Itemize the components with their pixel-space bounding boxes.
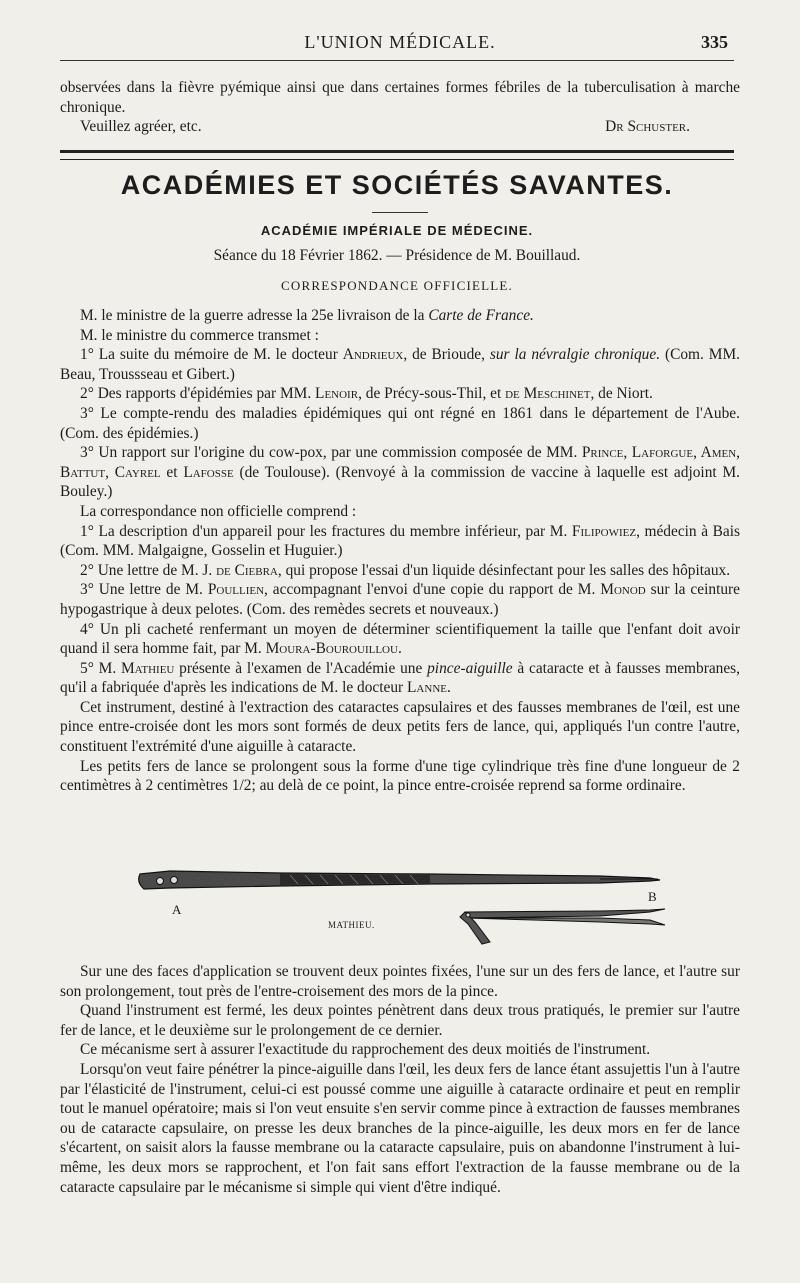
paragraph [60, 620, 740, 659]
text: 1° La suite du mémoire de M. le docteur [80, 346, 343, 364]
author-name: de Meschinet [505, 385, 591, 403]
text: (Com. MM. Beau, Troussseau et Gibert.) [60, 346, 740, 383]
text: , de Précy-sous-Thil, et [358, 385, 506, 403]
text: (de Toulouse). (Renvoyé à la commission de vaccine à laquelle est adjoint M. Bouley.) [60, 463, 740, 501]
text: 5° M. [80, 659, 121, 677]
text: , qui propose l'essai d'un liquide désinfectant pour les salles des hôpitaux. [277, 561, 731, 579]
section-title: ACADÉMIES ET SOCIÉTÉS SAVANTES. [120, 170, 674, 200]
header-rule [60, 60, 734, 61]
closing-formula: Veuillez agréer, etc. [80, 118, 202, 136]
page-number: 335 [701, 32, 728, 52]
text: sur la ceinture hypogastrique à deux pelotes. (Com. des remèdes secrets et nouveaux.) [60, 581, 740, 618]
figure-label-a: A [172, 902, 182, 917]
text: , de Brioude, [403, 346, 490, 364]
author-name: Lanne [407, 679, 447, 697]
author-name: Lenoir [315, 385, 359, 403]
paragraph: 3° Le compte-rendu des maladies épidémiques qui ont régné en 1861 dans le département de l'Aube. (Com. des épidémies.) [60, 404, 740, 442]
paragraph [60, 659, 740, 698]
author-name: de Ciebra [216, 561, 278, 579]
text: 1° La description d'un appareil pour les fractures du membre inférieur, par M. [80, 522, 572, 540]
paragraph [60, 522, 740, 561]
text: M. le ministre de la guerre adresse la 25e livraison de la [80, 307, 429, 324]
text: . [397, 640, 402, 658]
description-body [60, 962, 740, 1197]
paragraph: Ce mécanisme sert à assurer l'exactitude du rapprochement des deux moitiés de l'instrument. [80, 1041, 651, 1059]
paragraph: Lorsqu'on veut faire pénétrer la pince-aiguille dans l'œil, les deux fers de lance étant assujettis l'un à l'autre par l'élasticité de l'instrument, celui-ci est poussé comme une aiguille à cataracte ordinaire et peut en remplir tout le manuel opératoire; mais si l'on veut ensuite s'en servir comme pince à extraction de fausses membranes ou de cataracte capsulaire, on presse les deux branches de la pince-aiguille, les deux mors en fer de lance s'écartent, on saisit alors la fausse membrane ou la cataracte capsulaire, puis on abandonne l'instrument à lui-même, les deux mors se rapprochent, et l'on fait sans effort l'extraction de la fausse membrane ou de la cataracte capsulaire par le mécanisme si simple qui vient d'être indiqué. [60, 1060, 740, 1196]
paragraph [60, 580, 740, 619]
text: et [160, 463, 184, 481]
academy-heading: ACADÉMIE IMPÉRIALE DE MÉDECINE. [260, 223, 534, 238]
text: , médecin à Bais (Com. MM. Malgaigne, Gosselin et Huguier.) [60, 522, 741, 560]
paragraph [60, 384, 740, 404]
text: 3° Une lettre de M. [80, 581, 208, 599]
text: à cataracte et à fausses membranes, qu'il a fabriquée d'après les indications de M. le docteur [60, 659, 741, 697]
title-underline [372, 212, 428, 213]
author-name: Moura-Bourouillou [265, 640, 398, 658]
paragraph: Quand l'instrument est fermé, les deux pointes pénètrent dans deux trous pratiqués, le premier sur l'autre fer de lance, et le deuxième sur le prolongement de ce dernier. [60, 1002, 740, 1039]
paragraph: La correspondance non officielle comprend : [80, 502, 357, 520]
author-name: Monod [600, 581, 646, 599]
paragraph: Cet instrument, destiné à l'extraction des cataractes capsulaires et des fausses membranes de l'œil, est une pince entre-croisée dont les mors sont formés de deux petits fers de lance, qui, appliqués l'un contre l'autre, constituent l'extrémité d'une aiguille à cataracte. [60, 698, 740, 756]
text: , accompagnant l'envoi d'une copie du rapport de M. [264, 581, 601, 599]
paragraph [60, 345, 740, 384]
text: . [446, 679, 451, 697]
paragraph: Sur une des faces d'application se trouvent deux pointes fixées, l'une sur un des fers de lance, et l'autre sur son prolongement, tout près de l'entre-croisement des mors de la pince. [60, 963, 740, 1000]
correspondence-body [60, 306, 740, 796]
memoir-title: sur la névralgie chronique. [489, 346, 661, 364]
text: 3° Un rapport sur l'origine du cow-pox, par une commission composée de MM. [80, 444, 582, 462]
text: 4° Un pli cacheté renfermant un moyen de déterminer scientifiquement la taille que l'enfant doit avoir quand il sera homme fait, par M. [60, 620, 740, 658]
author-name: Andrieux [342, 346, 404, 364]
letter-last-paragraph: observées dans la fièvre pyémique ainsi que dans certaines formes fébriles de la tuberculisation à marche chronique. [60, 79, 740, 116]
author-name: Lafosse [183, 463, 234, 481]
correspondence-heading: CORRESPONDANCE OFFICIELLE. [281, 278, 513, 293]
map-title: Carte de France. [428, 307, 534, 324]
instrument-illustration [130, 862, 690, 957]
author-names: Prince, Laforgue, Amen, Battut, Cayrel [60, 444, 741, 481]
author-name: Filipowiez [571, 522, 637, 540]
maker-mark: MATHIEU. [328, 920, 375, 930]
text: présente à l'examen de l'Académie une [174, 659, 428, 677]
author-name: Mathieu [120, 659, 175, 677]
instrument-name: pince-aiguille [427, 659, 513, 677]
paragraph [60, 443, 740, 502]
letter-ending [60, 78, 740, 137]
running-head [60, 32, 740, 56]
signoff [60, 117, 740, 137]
text: 2° Une lettre de M. J. [80, 561, 217, 579]
signature: Dr Schuster. [605, 118, 690, 136]
figure-label-b: B [648, 889, 657, 904]
paragraph: Les petits fers de lance se prolongent sous la forme d'une tige cylindrique très fine d'une longueur de 2 centimètres à 2 centimètres 1/2; au delà de ce point, la pince entre-croisée reprend sa forme ordinaire. [60, 757, 740, 795]
session-line: Séance du 18 Février 1862. — Présidence de M. Bouillaud. [213, 247, 581, 264]
section-divider [60, 150, 734, 160]
author-name: Poullien [207, 581, 265, 599]
pince-aiguille-drawing [130, 862, 690, 957]
text: 2° Des rapports d'épidémies par MM. [80, 385, 316, 403]
text: , de Niort. [590, 385, 653, 403]
journal-title: L'UNION MÉDICALE. [304, 32, 496, 52]
paragraph: M. le ministre du commerce transmet : [80, 326, 319, 344]
paragraph [60, 306, 740, 326]
paragraph [60, 561, 740, 581]
